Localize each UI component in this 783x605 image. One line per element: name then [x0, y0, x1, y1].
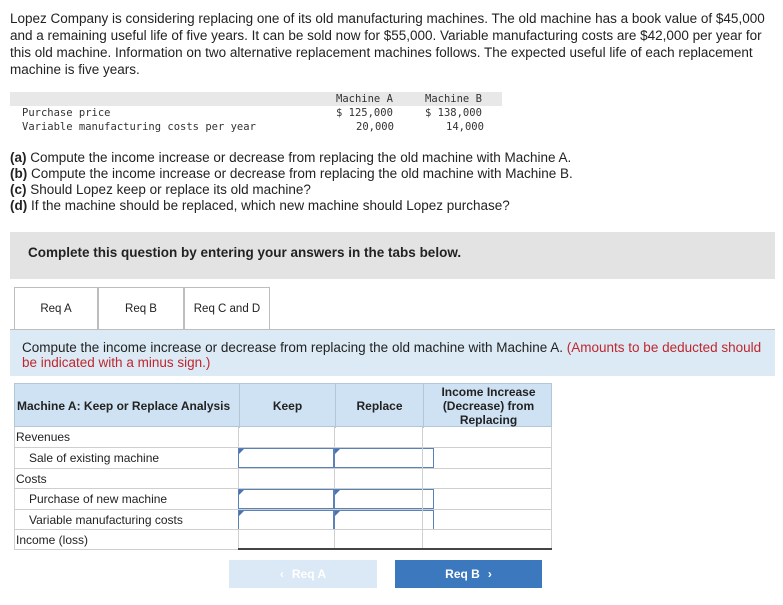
replace-variable-costs-input[interactable] — [334, 510, 434, 530]
machine-a-variable-costs: 20,000 — [356, 121, 394, 133]
instruction-text: Compute the income increase or decrease from replacing the old machine with Machine A. — [22, 340, 567, 355]
cell-keep-revenues — [238, 427, 334, 447]
row-label-purchase-new: Purchase of new machine — [29, 492, 168, 506]
row-label-income-loss: Income (loss) — [16, 533, 89, 547]
question-d-text: If the machine should be replaced, which new machine should Lopez purchase? — [27, 198, 510, 213]
cell-income-revenues — [422, 427, 552, 447]
header-replace: Replace — [335, 384, 423, 428]
table-label-bottom — [14, 549, 238, 550]
next-button-label: Req B — [445, 567, 480, 581]
prev-button[interactable] — [229, 560, 377, 588]
question-b-text: Compute the income increase or decrease from replacing the old machine with Machine B. — [27, 166, 573, 181]
header-keep: Keep — [239, 384, 335, 428]
question-c — [10, 182, 573, 198]
question-a-tag: (a) — [10, 150, 27, 165]
tab-req-a[interactable]: Req A — [14, 287, 98, 329]
question-a — [10, 150, 573, 166]
header-analysis-label: Machine A: Keep or Replace Analysis — [17, 399, 231, 413]
question-c-tag: (c) — [10, 182, 27, 197]
replace-sale-existing-input[interactable] — [334, 448, 434, 468]
row-label-sale-existing: Sale of existing machine — [29, 451, 160, 465]
problem-intro: Lopez Company is considering replacing one of its old manufacturing machines. The old machine has a book value of $45,000 and a remaining useful life of five years. It can be sold now for $55,000. Variable manufacturing costs are $42,000 per year for this old machine. Information on two alternative replacement machines follows. The expected useful life of each replacement machine is five years. — [10, 11, 765, 77]
keep-sale-existing-input[interactable] — [238, 448, 334, 468]
cell-income-income-loss — [422, 530, 552, 550]
keep-variable-costs-input[interactable] — [238, 510, 334, 530]
chevron-right-icon: › — [487, 567, 492, 581]
prev-button-label: Req A — [291, 567, 327, 581]
header-income-increase: Income Increase (Decrease) from Replacing — [423, 384, 553, 428]
next-button[interactable] — [395, 560, 542, 588]
table-row-revenues — [14, 427, 552, 447]
purchase-price-label: Purchase price — [22, 107, 111, 119]
keep-purchase-new-input[interactable] — [238, 489, 334, 509]
tab-req-c-and-d[interactable]: Req C and D — [184, 287, 270, 329]
cell-income-sale-existing — [422, 448, 552, 468]
table-row-variable-costs — [14, 509, 552, 529]
cell-keep-costs — [238, 469, 334, 489]
instruction-note: (Amounts to be deducted should be indicated with a minus sign.) — [22, 340, 762, 370]
machine-b-header: Machine B — [425, 93, 482, 105]
tab-req-b[interactable]: Req B — [98, 287, 184, 329]
replace-purchase-new-input[interactable] — [334, 489, 434, 509]
machine-info-table — [10, 92, 502, 134]
cell-replace-income-loss — [334, 530, 422, 550]
table-row-purchase-new — [14, 488, 552, 508]
machine-a-header: Machine A — [336, 93, 393, 105]
machine-b-variable-costs: 14,000 — [446, 121, 484, 133]
tab-instructions — [10, 329, 775, 376]
chevron-left-icon: ‹ — [279, 567, 284, 581]
keep-or-replace-table — [14, 383, 552, 550]
cell-income-purchase-new — [422, 489, 552, 509]
question-a-text: Compute the income increase or decrease from replacing the old machine with Machine A. — [26, 150, 572, 165]
question-b — [10, 166, 573, 182]
row-label-variable-costs: Variable manufacturing costs — [29, 513, 183, 527]
banner-text: Complete this question by entering your answers in the tabs below. — [28, 245, 462, 260]
question-d-tag: (d) — [10, 198, 28, 213]
table-row-income-loss — [14, 529, 552, 549]
question-list — [10, 150, 573, 214]
cell-keep-income-loss — [238, 530, 334, 550]
machine-a-purchase-price: $ 125,000 — [336, 107, 393, 119]
cell-income-variable-costs — [422, 510, 552, 530]
table-left-border — [14, 427, 15, 549]
variable-costs-label: Variable manufacturing costs per year — [22, 121, 256, 133]
instructions-banner — [10, 232, 775, 279]
question-d — [10, 198, 573, 214]
row-label-revenues: Revenues — [16, 430, 71, 444]
cell-replace-revenues — [334, 427, 422, 447]
table-row-costs — [14, 468, 552, 488]
machine-b-purchase-price: $ 138,000 — [425, 107, 482, 119]
question-c-text: Should Lopez keep or replace its old machine? — [26, 182, 311, 197]
question-b-tag: (b) — [10, 166, 28, 181]
table-row-sale-existing — [14, 447, 552, 467]
row-label-costs: Costs — [16, 472, 47, 486]
table-header — [14, 383, 552, 427]
cell-income-costs — [422, 469, 552, 489]
table-bottom-rule — [238, 548, 552, 550]
cell-replace-costs — [334, 469, 422, 489]
